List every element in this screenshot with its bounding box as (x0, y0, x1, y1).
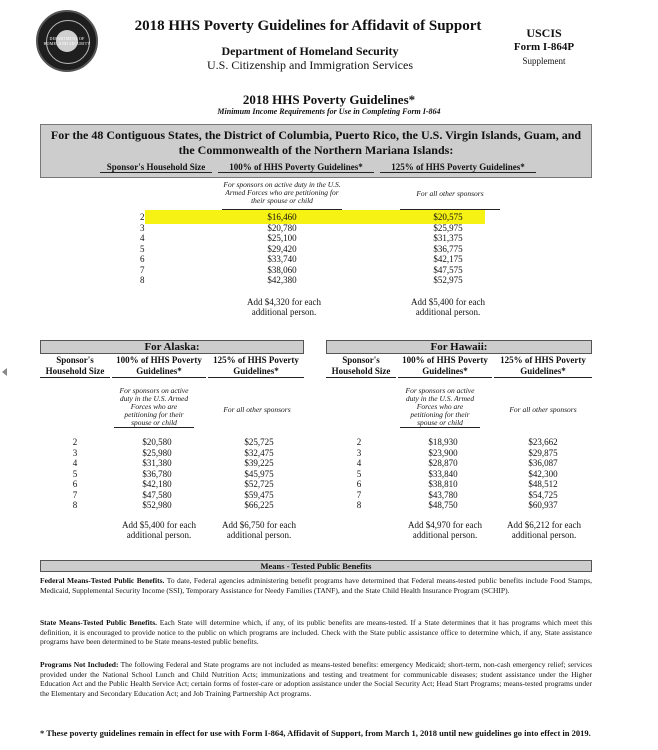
alaska.v100-row-6: $47,580 (142, 489, 172, 500)
alaska.sizes-row-2: 3 (72, 447, 78, 458)
hawaii.v125-row-6: $54,725 (528, 489, 558, 500)
alaska-col-100: 100% of HHS Poverty Guidelines* (112, 355, 206, 378)
divider (400, 209, 500, 210)
hawaii.sizes-row-4: 5 (356, 468, 362, 479)
alaska.v125-row-6: $59,475 (244, 489, 274, 500)
contiguous.v125-row-2: $25,975 (433, 222, 463, 233)
alaska.v125-row-5: $52,725 (244, 479, 274, 489)
alaska-col-size: Sponsor's Household Size (40, 355, 110, 378)
hawaii.sizes-row-3: 4 (356, 458, 362, 468)
alaska.v125-row-1: $25,725 (244, 437, 274, 447)
alaska.v100-row-2: $25,980 (142, 447, 172, 458)
alaska.v125-row-7: $66,225 (244, 500, 274, 510)
alaska.sizes-row-7: 8 (72, 500, 78, 510)
hawaii.sizes-row-7: 8 (356, 500, 362, 510)
agency-name: U.S. Citizenship and Immigration Services (207, 58, 413, 72)
contiguous.v100-row-5: $33,740 (267, 254, 297, 264)
contiguous.sizes-row-6: 7 (140, 264, 145, 275)
state-label: State Means-Tested Public Benefits. (40, 618, 158, 627)
contiguous.v125-row-4: $36,775 (433, 243, 463, 254)
alaska-additional-125: Add $6,750 for each additional person. (222, 520, 296, 540)
hawaii.v125-row-7: $60,937 (528, 500, 558, 510)
alaska-sizes (60, 437, 90, 511)
department-name: Department of Homeland Security (221, 44, 399, 58)
alaska.v100-row-5: $42,180 (142, 479, 172, 489)
col-100-percent: 100% of HHS Poverty Guidelines* (218, 162, 374, 173)
guidelines-note: Minimum Income Requirements for Use in Completing Form I-864 (217, 107, 441, 116)
federal-text: To date, Federal agencies administering benefit programs have determined that Federal means-tested public benefits include Food Stamps, Medicaid, Supplemental Security Income (SSI), Temporary Assistance for Needy Families (TANF), and the State Child Health Insurance Program (SCHIP). (40, 576, 592, 595)
hawaii-col-size: Sponsor's Household Size (326, 355, 396, 378)
contiguous.v100-row-3: $25,100 (267, 233, 297, 243)
alaska.v100-row-7: $52,980 (142, 500, 172, 510)
contiguous.v125-row-1: $20,575 (433, 212, 463, 222)
alaska.sizes-row-4: 5 (72, 468, 78, 479)
hawaii-note-125: For all other sponsors (509, 405, 577, 414)
hawaii-col-100: 100% of HHS Poverty Guidelines* (398, 355, 492, 378)
contiguous-125-values (408, 212, 488, 286)
hawaii.v100-row-2: $23,900 (428, 447, 458, 458)
footnote: * These poverty guidelines remain in effect for use with Form I-864, Affidavit of Support, from March 1, 2018 until new guidelines go into effect in 2019. (40, 728, 591, 738)
form-number: Form I-864P (513, 41, 575, 53)
note-125: For all other sponsors (416, 189, 484, 198)
hawaii.v125-row-1: $23,662 (528, 437, 558, 447)
scroll-left-icon[interactable] (2, 368, 7, 376)
guidelines-title: 2018 HHS Poverty Guidelines* (242, 92, 416, 107)
contiguous.v100-row-2: $20,780 (267, 222, 297, 233)
agency-code: USCIS (526, 26, 562, 40)
hawaii.v125-row-3: $36,087 (528, 458, 558, 468)
hawaii.v100-row-3: $28,870 (428, 458, 458, 468)
hawaii.v100-row-4: $33,840 (428, 468, 458, 479)
alaska.v100-row-1: $20,580 (142, 437, 172, 447)
col-household-size: Sponsor's Household Size (100, 162, 212, 173)
not-included-text: The following Federal and State programs are not included as means-tested benefits: emergency Medicaid; short-term, non-cash emergency relief; services provided under the National School Lunch and Child Nutrition Acts; immunizations and testing and treatment for communicable diseases; student assistance under the Higher Education Act and the Public Health Service Act; certain forms of foster-care or adoption assistance under the Social Security Act; Head Start Programs; means-tested programs under the Elementary and Secondary Education Act; and Job Training Partnership Act programs. (40, 660, 592, 698)
hawaii-additional-125: Add $6,212 for each additional person. (507, 520, 581, 540)
contiguous.v100-row-6: $38,060 (267, 264, 297, 275)
contiguous.v100-row-7: $42,380 (267, 275, 297, 285)
contiguous-additional-125: Add $5,400 for each additional person. (411, 297, 485, 317)
alaska-col-125: 125% of HHS Poverty Guidelines* (208, 355, 304, 378)
contiguous-100-values (242, 212, 322, 286)
alaska.sizes-row-6: 7 (72, 489, 78, 500)
col-125-percent: 125% of HHS Poverty Guidelines* (380, 162, 536, 173)
federal-label: Federal Means-Tested Public Benefits. (40, 576, 165, 585)
hawaii.sizes-row-2: 3 (356, 447, 362, 458)
hawaii-header: For Hawaii: (326, 340, 592, 354)
means-tested-header: Means - Tested Public Benefits (40, 560, 592, 572)
alaska.sizes-row-5: 6 (72, 479, 78, 489)
alaska.v100-row-4: $36,780 (142, 468, 172, 479)
alaska.sizes-row-3: 4 (72, 458, 78, 468)
contiguous-additional-100: Add $4,320 for each additional person. (247, 297, 321, 317)
hawaii.v100-row-7: $48,750 (428, 500, 458, 510)
hawaii-note-100: For sponsors on active duty in the U.S. Armed Forces who are petitioning for their spouse or child (400, 387, 480, 428)
dhs-seal (36, 10, 98, 72)
contiguous-sizes (140, 212, 170, 286)
alaska-note-125: For all other sponsors (223, 405, 291, 414)
contiguous.v125-row-6: $47,575 (433, 264, 463, 275)
document-title: 2018 HHS Poverty Guidelines for Affidavit of Support (134, 18, 482, 34)
hawaii.sizes-row-1: 2 (356, 437, 362, 447)
hawaii-col-125: 125% of HHS Poverty Guidelines* (494, 355, 592, 378)
state-benefits-paragraph (40, 618, 592, 647)
alaska.v100-row-3: $31,380 (142, 458, 172, 468)
hawaii.v125-row-2: $29,875 (528, 447, 558, 458)
hawaii.v100-row-6: $43,780 (428, 489, 458, 500)
alaska.v125-row-4: $45,975 (244, 468, 274, 479)
hawaii-125-values (498, 437, 588, 511)
contiguous.sizes-row-7: 8 (140, 275, 145, 285)
hawaii.v125-row-5: $48,512 (528, 479, 558, 489)
contiguous.v125-row-7: $52,975 (433, 275, 463, 285)
programs-not-included-paragraph (40, 660, 592, 698)
alaska.v125-row-3: $39,225 (244, 458, 274, 468)
alaska-note-100: For sponsors on active duty in the U.S. Armed Forces who are petitioning for their spouse or child (114, 387, 194, 428)
alaska-100-values (112, 437, 202, 511)
contiguous.v100-row-1: $16,460 (267, 212, 297, 222)
form-type: Supplement (522, 56, 566, 66)
alaska.v125-row-2: $32,475 (244, 447, 274, 458)
federal-benefits-paragraph (40, 576, 592, 595)
divider (222, 209, 342, 210)
contiguous.v125-row-5: $42,175 (433, 254, 463, 264)
hawaii-additional-100: Add $4,970 for each additional person. (408, 520, 482, 540)
seal-label: DEPARTMENT OF HOMELAND SECURITY (43, 36, 91, 46)
state-text: Each State will determine which, if any, of its public benefits are means-tested. If a State determines that it has programs which meet this definition, it is encouraged to provide notice to the public on which programs are included. Check with the State public assistance office to determine which, if any, State assistance programs have been determined to be State means-tested public benefits. (40, 618, 592, 646)
hawaii-100-values (398, 437, 488, 511)
form-id-block (484, 26, 604, 68)
contiguous.sizes-row-1: 2 (140, 212, 145, 222)
hawaii.sizes-row-6: 7 (356, 489, 362, 500)
not-included-label: Programs Not Included: (40, 660, 119, 669)
alaska-125-values (214, 437, 304, 511)
hawaii.v125-row-4: $42,300 (528, 468, 558, 479)
hawaii.sizes-row-5: 6 (356, 479, 362, 489)
alaska-header: For Alaska: (40, 340, 304, 354)
contiguous.sizes-row-4: 5 (140, 243, 145, 254)
hawaii.v100-row-5: $38,810 (428, 479, 458, 489)
contiguous.sizes-row-3: 4 (140, 233, 145, 243)
contiguous.v125-row-3: $31,375 (433, 233, 463, 243)
alaska.sizes-row-1: 2 (72, 437, 78, 447)
note-100: For sponsors on active duty in the U.S. Armed Forces who are petitioning for their spouse or child (223, 180, 341, 205)
hawaii-sizes (344, 437, 374, 511)
hawaii.v100-row-1: $18,930 (428, 437, 458, 447)
contiguous.v100-row-4: $29,420 (267, 243, 297, 254)
contiguous.sizes-row-5: 6 (140, 254, 145, 264)
alaska-additional-100: Add $5,400 for each additional person. (122, 520, 196, 540)
contiguous.sizes-row-2: 3 (140, 222, 145, 233)
contiguous-banner: For the 48 Contiguous States, the District of Columbia, Puerto Rico, the U.S. Virgin Islands, Guam, and the Commonwealth of the Northern Mariana Islands: (40, 124, 592, 178)
